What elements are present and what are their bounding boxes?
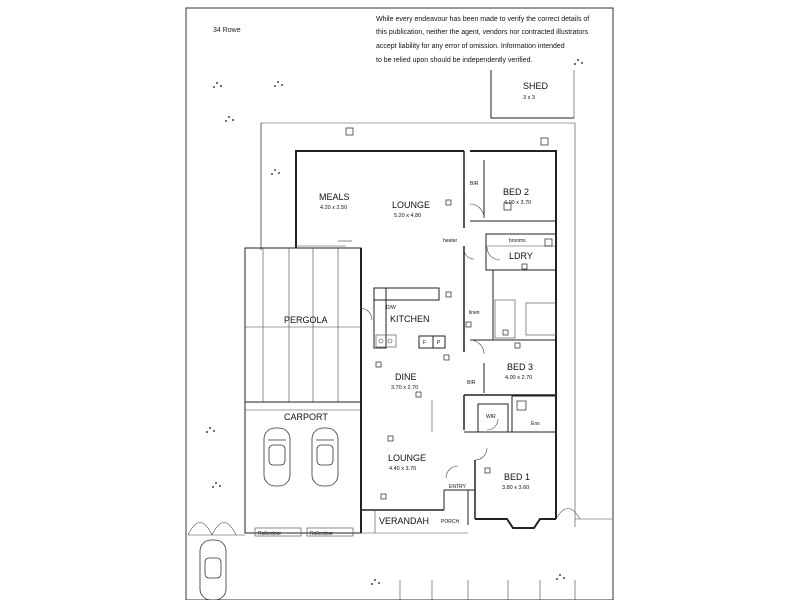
lounge-top-dim: 5.20 x 4.80: [394, 213, 422, 219]
disclaimer-line-3: accept liability for any error of omission. Information intended: [376, 43, 565, 50]
bed3-dim: 4.00 x 2.70: [505, 375, 533, 381]
bed3-label: BED 3: [507, 362, 534, 372]
disclaimer-line-2: this publication, neither the agent, vendors nor contracted illustrators: [376, 29, 589, 36]
shed-label: SHED: [523, 81, 549, 91]
pantry-label: P: [437, 340, 441, 346]
site-boundary: [261, 123, 575, 527]
disclaimer-line-4: to be relied upon should be independently verified.: [376, 57, 533, 64]
door-swings: [360, 204, 500, 478]
rollerdoor-label-2: Rollerdoor: [310, 531, 334, 537]
ens-label: Ens: [531, 421, 540, 427]
bed2-dim: 4.00 x 3.70: [504, 200, 532, 206]
lounge-bottom-dim: 4.40 x 3.70: [389, 466, 417, 472]
car-driveway-icon: [200, 540, 226, 600]
bottom-fence: [400, 580, 575, 600]
brooms-label: brooms: [509, 238, 526, 244]
meals-label: MEALS: [319, 192, 350, 202]
shed-dim: 3 x 3: [523, 95, 535, 101]
address-label: 34 Rowe: [213, 27, 241, 34]
gate-left: [188, 523, 245, 536]
meals-dim: 4.20 x 2.50: [320, 205, 348, 211]
bir-label-1: BIR: [470, 181, 479, 187]
bir-label-2: BIR: [467, 380, 476, 386]
carport-label: CARPORT: [284, 412, 328, 422]
kitchen-label: KITCHEN: [390, 314, 430, 324]
gate-right: [556, 509, 612, 520]
pergola-structure: [245, 248, 361, 402]
lounge-bottom-label: LOUNGE: [388, 453, 427, 463]
linen-label: linen: [469, 310, 480, 316]
fridge-label: F: [423, 340, 427, 346]
bed2-label: BED 2: [503, 187, 530, 197]
bed1-dim: 3.80 x 3.60: [502, 485, 530, 491]
sheet-border: [186, 8, 613, 600]
dine-dim: 3.70 x 2.70: [391, 385, 419, 391]
window-markers: [346, 128, 552, 499]
carport-structure: [245, 402, 361, 537]
rollerdoor-label-1: Rollerdoor: [258, 531, 282, 537]
ldry-label: LDRY: [509, 251, 533, 261]
lounge-top-label: LOUNGE: [392, 200, 431, 210]
heater-label: heater: [443, 238, 458, 244]
car-left-icon: [264, 428, 290, 486]
dishwasher-label: D/W: [386, 305, 396, 311]
disclaimer-line-1: While every endeavour has been made to verify the correct details of: [376, 16, 590, 23]
porch-label: PORCH: [441, 519, 460, 525]
wir-label: WIR: [486, 414, 496, 420]
verandah-label: VERANDAH: [379, 516, 430, 526]
car-right-icon: [312, 428, 338, 486]
pergola-label: PERGOLA: [284, 315, 328, 325]
bed1-label: BED 1: [504, 472, 531, 482]
shed: [491, 70, 574, 118]
dine-label: DINE: [395, 372, 417, 382]
entry-label: ENTRY: [449, 484, 466, 490]
